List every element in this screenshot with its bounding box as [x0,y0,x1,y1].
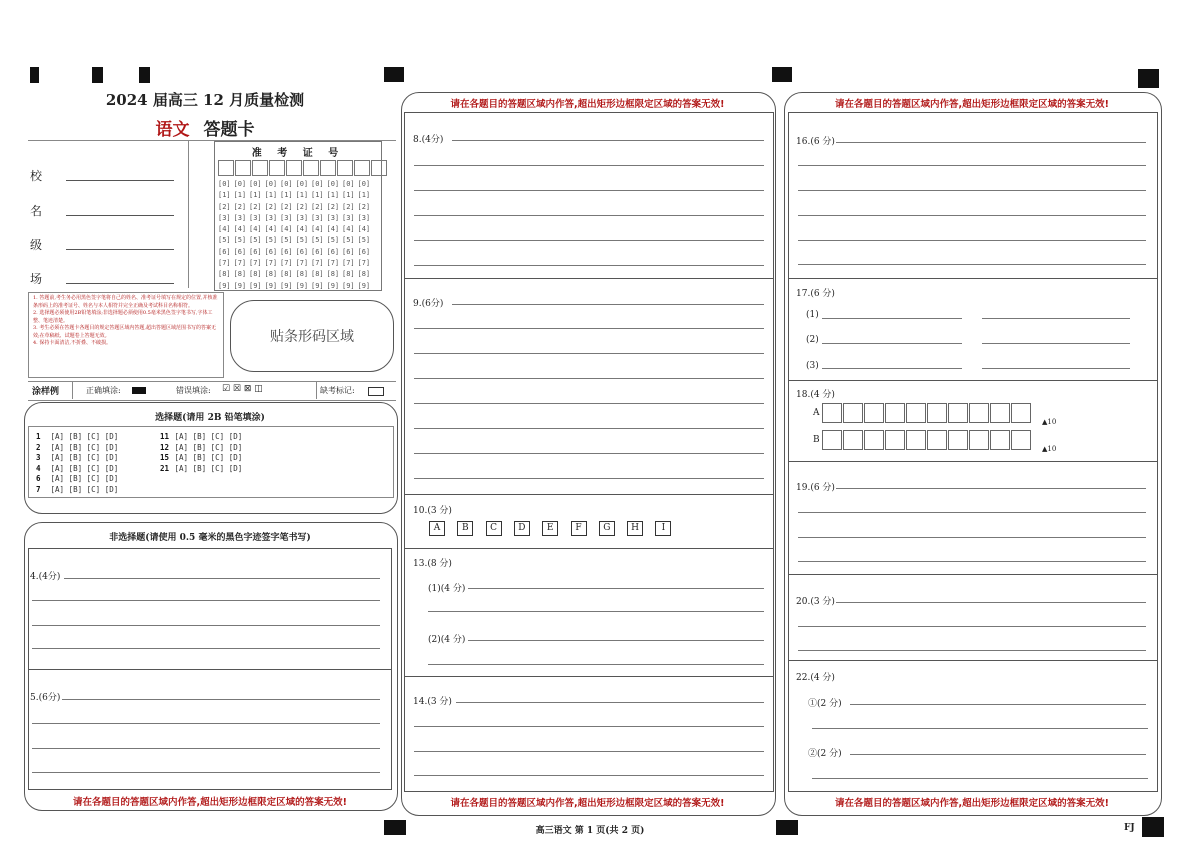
answer-line[interactable] [32,723,380,724]
mcq-right-column[interactable] [160,432,242,474]
answer-line[interactable] [32,772,380,773]
q18-grid-cell[interactable] [864,430,884,450]
answer-line[interactable] [452,304,764,305]
registration-mark [1142,817,1164,837]
warning-text: 请在各题目的答题区域内作答,超出矩形边框限定区域的答案无效! [450,99,725,110]
panel-divider [404,494,774,495]
answer-line[interactable] [812,728,1148,729]
answer-line[interactable] [452,140,764,141]
school-label: 校 [30,169,43,183]
q18-grid-cell[interactable] [927,430,947,450]
answer-line[interactable] [798,240,1146,241]
q18-grid-cell[interactable] [843,430,863,450]
q10-option-box[interactable]: F [571,521,587,536]
q18-grid-cell[interactable] [969,403,989,423]
digit-row[interactable]: [1] [1] [1] [1] [1] [1] [1] [1] [1] [1] [218,191,371,200]
answer-line[interactable] [414,190,764,191]
q10-option-box[interactable]: G [599,521,615,536]
room-label: 场 [30,272,43,286]
non-mcq-heading: 非选择题(请使用 0.5 毫米的黑色字迹签字笔书写) [109,533,311,543]
answer-line[interactable] [850,704,1146,705]
q18-grid-cell[interactable] [906,403,926,423]
class-label: 级 [30,238,43,252]
panel-divider [28,669,392,670]
panel-divider [788,660,1158,661]
q18-grid-cell[interactable] [948,403,968,423]
answer-line[interactable] [798,650,1146,651]
q8-label: 8.(4分) [413,135,444,145]
answer-line[interactable] [414,403,764,404]
panel-divider [788,574,1158,575]
answer-line[interactable] [798,215,1146,216]
q18-grid-cell[interactable] [843,403,863,423]
answer-line[interactable] [414,726,764,727]
sheet-code: FJ [1124,823,1135,833]
sample-divider [72,381,73,399]
q18-grid-cell[interactable] [948,430,968,450]
registration-mark [30,67,39,83]
answer-line[interactable] [468,640,764,641]
panel-divider [788,380,1158,381]
digit-row[interactable]: [3] [3] [3] [3] [3] [3] [3] [3] [3] [3] [218,213,371,222]
q10-option-box[interactable]: D [514,521,530,536]
mcq-row[interactable]: 4 [A] [B] [C] [D] [36,463,119,473]
exam-number-box [214,141,382,291]
sample-divider [316,381,317,399]
warning-text: 请在各题目的答题区域内作答,超出矩形边框限定区域的答案无效! [450,798,725,809]
q13-part2-label: (2)(4 分) [428,635,466,645]
answer-line[interactable] [414,328,764,329]
answer-line[interactable] [798,264,1146,265]
notes-box [28,292,224,378]
q10-option-box[interactable]: C [486,521,502,536]
answer-line[interactable] [836,142,1146,143]
answer-line[interactable] [428,664,764,665]
answer-line[interactable] [468,588,764,589]
answer-line[interactable] [414,265,764,266]
digit-row[interactable]: [6] [6] [6] [6] [6] [6] [6] [6] [6] [6] [218,247,371,256]
correct-fill-label: 正确填涂: [86,386,121,395]
answer-line[interactable] [822,318,962,319]
q17-part-label: (1) [806,310,819,320]
answer-line[interactable] [822,368,962,369]
q18-grid-row-a[interactable] [822,403,1032,423]
answer-line[interactable] [414,240,764,241]
q18-grid-cell[interactable] [1011,430,1031,450]
panel-divider [404,548,774,549]
answer-line[interactable] [982,343,1130,344]
answer-line[interactable] [414,378,764,379]
registration-mark [772,67,792,82]
digit-row[interactable]: [8] [8] [8] [8] [8] [8] [8] [8] [8] [8] [218,270,371,279]
answer-line[interactable] [456,702,764,703]
exam-digit-grid[interactable] [218,179,373,292]
answer-line[interactable] [822,343,962,344]
page-number: 高三语文 第 1 页(共 2 页) [535,826,645,836]
q22-label: 22.(4 分) [796,673,835,683]
answer-line[interactable] [414,453,764,454]
q19-label: 19.(6 分) [796,483,835,493]
answer-line[interactable] [414,353,764,354]
absent-mark-box[interactable] [368,387,384,396]
registration-mark [776,820,798,835]
q17-label: 17.(6 分) [796,289,835,299]
answer-line[interactable] [798,561,1146,562]
answer-line[interactable] [798,537,1146,538]
q10-option-box[interactable]: H [627,521,643,536]
q18-grid-cell[interactable] [927,403,947,423]
registration-mark [139,67,150,83]
digit-row[interactable]: [0] [0] [0] [0] [0] [0] [0] [0] [0] [0] [218,180,371,188]
q10-label: 10.(3 分) [413,506,452,516]
q18-label: 18.(4 分) [796,390,835,400]
answer-line[interactable] [32,648,380,649]
answer-line[interactable] [836,488,1146,489]
answer-line[interactable] [32,600,380,601]
answer-line[interactable] [62,699,380,700]
fill-sample-row [28,381,396,401]
absent-label: 缺考标记: [320,386,355,395]
digit-row[interactable]: [5] [5] [5] [5] [5] [5] [5] [5] [5] [5] [218,236,371,245]
note-item: 2. 选择题必须使用2B铅笔填涂;非选择题必须使用0.5毫米黑色签字笔书写,字体工整、笔迹清楚。 [33,310,213,324]
q18-grid-mark: ▲10 [1042,418,1057,426]
mcq-row[interactable]: 11 [A] [B] [C] [D] [160,432,243,441]
answer-line[interactable] [850,754,1146,755]
q10-option-box[interactable]: I [655,521,671,536]
mcq-row[interactable]: 2 [A] [B] [C] [D] [36,442,119,452]
answer-line[interactable] [836,602,1146,603]
mcq-row[interactable]: 15 [A] [B] [C] [D] [160,453,243,462]
wrong-fill-marks: ☑ ☒ ⊠ ◫ [222,384,263,394]
digit-row[interactable]: [2] [2] [2] [2] [2] [2] [2] [2] [2] [2] [218,202,371,211]
column3-panel [788,112,1158,792]
q20-label: 20.(3 分) [796,597,835,607]
correct-fill-mark [132,387,146,394]
class-field[interactable] [66,249,174,250]
panel-divider [404,676,774,677]
q17-part-label: (2) [806,335,819,345]
registration-mark [92,67,103,83]
q18-row-a-label: A [813,408,820,418]
note-item: 3. 考生必须在答题卡各题目的规定答题区域内答题,超出答题区域范围书写的答案无效;在草稿纸、试题卷上答题无效。 [33,325,216,339]
answer-line[interactable] [414,775,764,776]
sample-label: 涂样例 [32,387,60,397]
q17-part-label: (3) [806,361,819,371]
q18-grid-cell[interactable] [969,430,989,450]
q18-grid-cell[interactable] [1011,403,1031,423]
info-divider [188,140,189,288]
exam-number-cells[interactable] [218,160,388,176]
digit-row[interactable]: [4] [4] [4] [4] [4] [4] [4] [4] [4] [4] [218,225,371,234]
name-field[interactable] [66,215,174,216]
warning-text: 请在各题目的答题区域内作答,超出矩形边框限定区域的答案无效! [835,99,1109,110]
q10-option-box[interactable]: B [457,521,473,536]
barcode-area: 贴条形码区域 [230,300,394,372]
answer-line[interactable] [414,215,764,216]
answer-line[interactable] [982,318,1130,319]
answer-line[interactable] [414,478,764,479]
note-item: 4. 保持卡面清洁,不折叠、不破损。 [33,340,111,346]
q5-label: 5.(6分) [30,693,61,703]
column2-panel [404,112,774,792]
q18-grid-row-b[interactable] [822,430,1032,450]
q18-grid-cell[interactable] [906,430,926,450]
sheet-name: 答题卡 [203,120,255,140]
q14-label: 14.(3 分) [413,697,452,707]
subject-label: 语文 [155,120,190,140]
answer-line[interactable] [414,165,764,166]
q18-grid-cell[interactable] [885,403,905,423]
panel-divider [788,461,1158,462]
mcq-left-column[interactable] [36,432,118,495]
name-label: 名 [30,204,43,218]
q18-grid-cell[interactable] [822,430,842,450]
q22-part2-label: ②(2 分) [808,749,842,759]
q18-grid-cell[interactable] [822,403,842,423]
q13-label: 13.(8 分) [413,559,452,569]
q18-row-b-label: B [813,435,820,445]
answer-line[interactable] [798,190,1146,191]
answer-line[interactable] [798,165,1146,166]
answer-line[interactable] [428,611,764,612]
answer-line[interactable] [32,748,380,749]
q13-part1-label: (1)(4 分) [428,584,466,594]
answer-line[interactable] [414,428,764,429]
exam-title: 2024 届高三 12 月质量检测 [105,91,305,109]
digit-row[interactable]: [9] [9] [9] [9] [9] [9] [9] [9] [9] [9] [218,281,371,290]
answer-line[interactable] [982,368,1130,369]
q16-label: 16.(6 分) [796,137,835,147]
exam-number-title: 准 考 证 号 [251,148,345,159]
answer-line[interactable] [32,625,380,626]
registration-mark [1138,69,1159,88]
q4-label: 4.(4分) [30,572,61,582]
room-field[interactable] [66,283,174,284]
mcq-row[interactable]: 12 [A] [B] [C] [D] [160,442,243,452]
q9-label: 9.(6分) [413,299,444,309]
registration-mark [384,820,406,835]
q18-grid-cell[interactable] [864,403,884,423]
q10-option-box[interactable]: A [429,521,445,536]
digit-row[interactable]: [7] [7] [7] [7] [7] [7] [7] [7] [7] [7] [218,259,371,268]
answer-line[interactable] [798,512,1146,513]
warning-text: 请在各题目的答题区域内作答,超出矩形边框限定区域的答案无效! [835,798,1109,809]
note-item: 1. 答题前,考生务必用黑色签字笔将自己的姓名、准考证号填写在规定的位置,并核准条形码上的准考证号、姓名与本人相符并完全正确及考试科目名称相符。 [33,295,218,309]
school-field[interactable] [66,180,174,181]
q10-option-box[interactable]: E [542,521,558,536]
wrong-fill-label: 错误填涂: [176,386,211,395]
mcq-row[interactable]: 21 [A] [B] [C] [D] [160,463,243,473]
mcq-row[interactable]: 6 [A] [B] [C] [D] [36,474,119,483]
warning-text: 请在各题目的答题区域内作答,超出矩形边框限定区域的答案无效! [73,797,347,808]
answer-line[interactable] [414,751,764,752]
q18-grid-cell[interactable] [990,403,1010,423]
mcq-row[interactable]: 3 [A] [B] [C] [D] [36,453,119,462]
mcq-row[interactable]: 1 [A] [B] [C] [D] [36,432,119,441]
q22-part1-label: ①(2 分) [808,699,842,709]
answer-line[interactable] [64,578,380,579]
answer-line[interactable] [812,778,1148,779]
sheet-subtitle [130,115,280,140]
mcq-row[interactable]: 7 [A] [B] [C] [D] [36,484,119,494]
registration-mark [384,67,404,82]
panel-divider [404,278,774,279]
q18-grid-cell[interactable] [990,430,1010,450]
answer-line[interactable] [798,626,1146,627]
panel-divider [788,278,1158,279]
mcq-heading: 选择题(请用 2B 铅笔填涂) [155,413,265,423]
q18-grid-mark: ▲10 [1042,445,1057,453]
q18-grid-cell[interactable] [885,430,905,450]
